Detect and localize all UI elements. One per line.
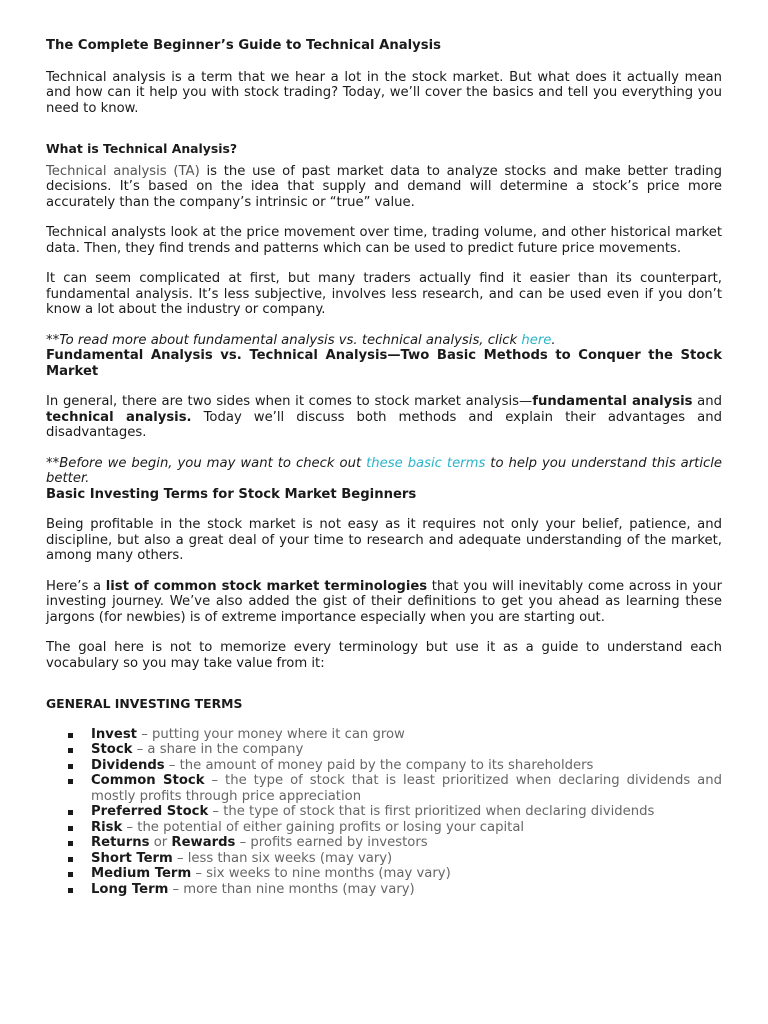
- list-item: [46, 851, 722, 867]
- term-name: Long Term: [91, 881, 169, 897]
- terminologies-bold: list of common stock market terminologies: [105, 578, 428, 594]
- article-title: The Complete Beginner’s Guide to Technical Analysis: [46, 38, 441, 53]
- term-definition: – less than six weeks (may vary): [172, 850, 393, 866]
- term-definition: – the type of stock that is least prioritized when declaring dividends and mostly profits through price appreciation: [91, 773, 722, 804]
- read-more-note: [46, 333, 722, 349]
- bullet-square-icon: [68, 779, 73, 784]
- term-definition: – the amount of money paid by the company to its shareholders: [164, 757, 594, 773]
- intro-paragraph: Technical analysis is a term that we hear a lot in the stock market. But what does it actually mean and how can it help you with stock trading? Today, we’ll cover the basics and tell you everything you need to know.: [46, 69, 722, 116]
- two-sides-text: In general, there are two sides when it comes to stock market analysis—: [46, 394, 533, 409]
- bullet-square-icon: [68, 841, 73, 846]
- fundamental-vs-technical-heading: Fundamental Analysis vs. Technical Analysis—Two Basic Methods to Conquer the Stock Market: [46, 348, 722, 379]
- two-sides-paragraph: [46, 394, 722, 441]
- term-definition: – six weeks to nine months (may vary): [191, 866, 451, 881]
- article-body: [46, 38, 722, 897]
- basic-terms-link[interactable]: these basic terms: [366, 455, 486, 471]
- before-text: Before we begin, you may want to check out: [59, 455, 367, 471]
- term-definition: – more than nine months (may vary): [168, 881, 415, 897]
- list-item: [46, 773, 722, 804]
- goal-paragraph: The goal here is not to memorize every terminology but use it as a guide to understand each vocabulary so you may take value from it:: [46, 640, 722, 671]
- terminologies-paragraph: [46, 579, 722, 626]
- list-item: [46, 882, 722, 898]
- list-item: [46, 727, 722, 743]
- terminologies-rest: that you will inevitably come across in your investing journey. We’ve also added the gist of their definitions to get you ahead as learning these jargons (for newbies) is of extreme importance especially when you are starting out.: [46, 578, 722, 625]
- general-investing-terms-heading: GENERAL INVESTING TERMS: [46, 696, 243, 711]
- term-name: Common Stock: [91, 773, 205, 788]
- term-name: Stock: [91, 742, 133, 757]
- list-item: [46, 804, 722, 820]
- before-prefix: **: [46, 455, 60, 471]
- term-name-alt: Rewards: [171, 835, 236, 850]
- list-item: [46, 866, 722, 882]
- technical-analysis-bold: technical analysis.: [46, 409, 192, 425]
- here-link[interactable]: here: [521, 332, 552, 348]
- term-name: Preferred Stock: [91, 804, 209, 819]
- bullet-square-icon: [68, 748, 73, 753]
- bullet-square-icon: [68, 857, 73, 862]
- basic-terms-heading: Basic Investing Terms for Stock Market Beginners: [46, 486, 417, 502]
- before-we-begin-note: [46, 456, 722, 487]
- complicated-paragraph: It can seem complicated at first, but many traders actually find it easier than its counterpart, fundamental analysis. It’s less subjective, involves less research, and can be used even if you don’t know a lot about the industry or company.: [46, 271, 722, 317]
- terms-list: [46, 727, 722, 898]
- list-item: [46, 820, 722, 836]
- ta-term-lead: Technical analysis (TA): [46, 163, 200, 179]
- term-name: Short Term: [91, 850, 173, 866]
- read-more-end: .: [551, 332, 556, 348]
- profitable-paragraph: Being profitable in the stock market is not easy as it requires not only your belief, patience, and discipline, but also a great deal of your time to research and adequate understanding of the market, among many others.: [46, 517, 722, 563]
- term-name: Returns: [91, 835, 150, 850]
- term-name: Medium Term: [91, 866, 192, 881]
- term-definition: – the type of stock that is first prioritized when declaring dividends: [208, 804, 655, 819]
- before-end: to help you understand this article better.: [46, 455, 723, 486]
- discuss-text: Today we’ll discuss both methods and explain their advantages and disadvantages.: [46, 409, 722, 440]
- bullet-square-icon: [68, 888, 73, 893]
- technical-analysts-paragraph: Technical analysts look at the price movement over time, trading volume, and other historical market data. Then, they find trends and patterns which can be used to predict future price movements.: [46, 225, 722, 256]
- term-definition: – the potential of either gaining profits or losing your capital: [122, 819, 525, 835]
- ta-definition-paragraph: [46, 164, 722, 211]
- bullet-square-icon: [68, 764, 73, 769]
- bullet-square-icon: [68, 826, 73, 831]
- term-connector: or: [149, 835, 172, 850]
- list-item: [46, 742, 722, 758]
- term-definition: – a share in the company: [132, 742, 304, 757]
- bullet-square-icon: [68, 872, 73, 877]
- list-item: [46, 835, 722, 851]
- read-more-text: To read more about fundamental analysis vs. technical analysis, click: [59, 332, 522, 348]
- bullet-square-icon: [68, 733, 73, 738]
- term-name: Risk: [91, 819, 123, 835]
- and-text: and: [692, 394, 722, 409]
- term-definition: – putting your money where it can grow: [137, 726, 405, 742]
- term-definition: – profits earned by investors: [235, 835, 428, 850]
- read-more-prefix: **: [46, 332, 60, 348]
- heres-a-text: Here’s a: [46, 578, 106, 594]
- term-name: Dividends: [91, 757, 165, 773]
- ta-definition-text: is the use of past market data to analyze stocks and make better trading decisions. It’s based on the idea that supply and demand will determine a stock’s price more accurately than the company’s intrinsic or “true” value.: [46, 163, 722, 210]
- fundamental-analysis-bold: fundamental analysis: [532, 394, 693, 409]
- what-is-ta-heading: What is Technical Analysis?: [46, 141, 238, 156]
- term-name: Invest: [91, 726, 137, 742]
- list-item: [46, 758, 722, 774]
- bullet-square-icon: [68, 810, 73, 815]
